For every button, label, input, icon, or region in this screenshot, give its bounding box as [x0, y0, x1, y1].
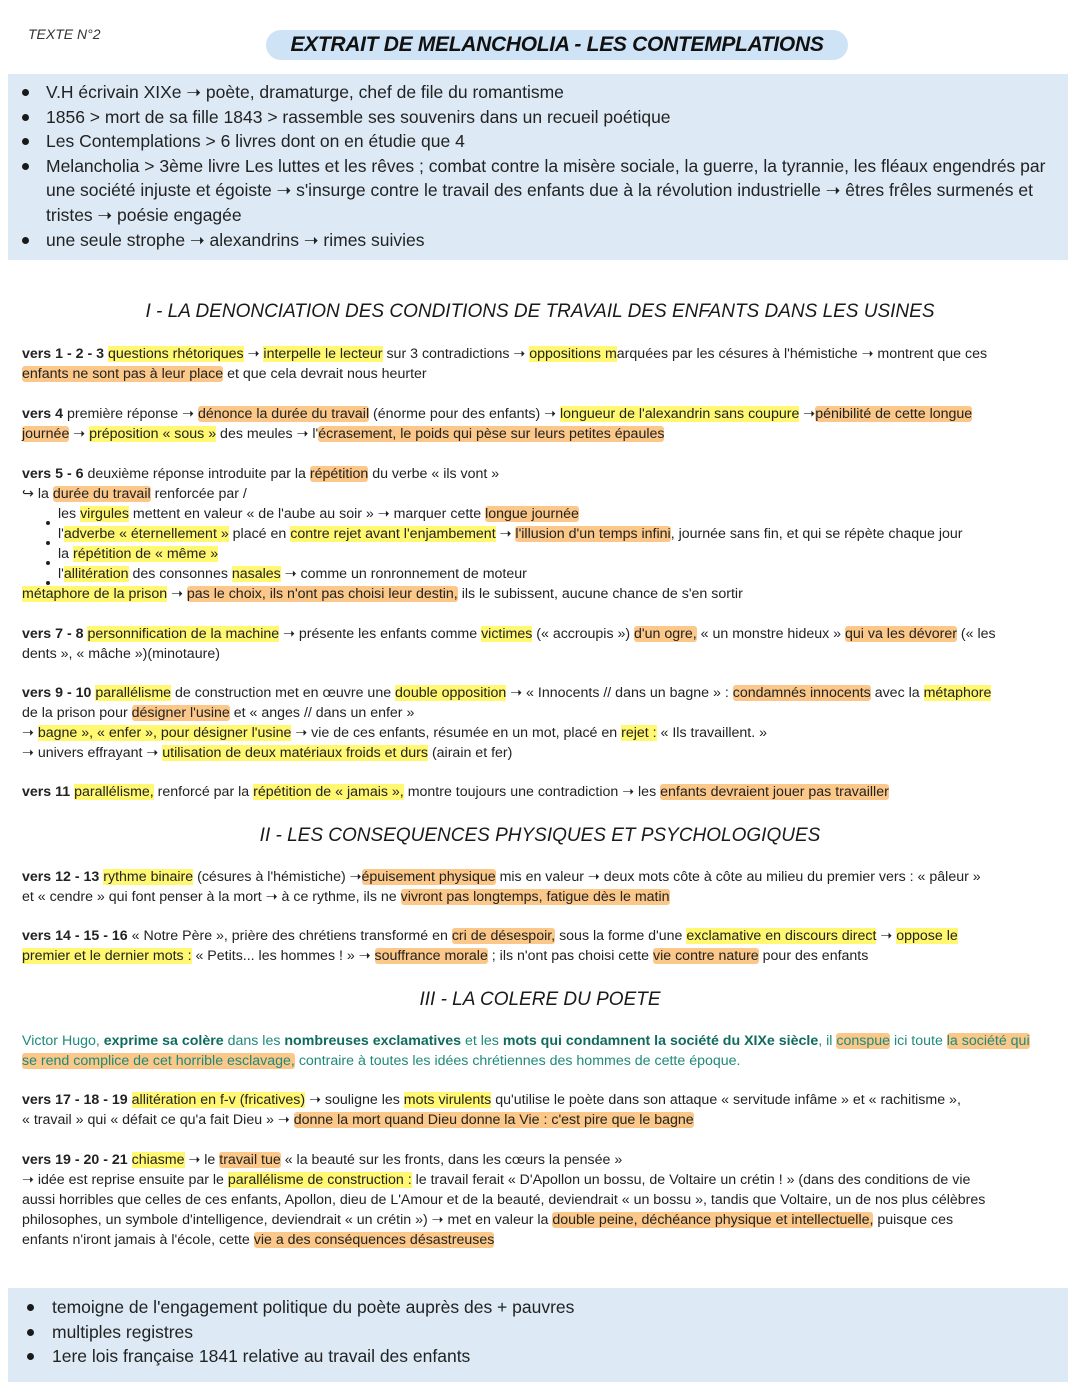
conclusion-list: [52, 1295, 1052, 1369]
section-heading-3: III - LA COLERE DU POETE: [419, 989, 661, 1010]
colere-paragraph: Victor Hugo, exprime sa colère dans les nombreuses exclamatives et les mots qui condamnent la société du XIXe siècle, il conspue ici toute la société qui se rend complice de cet horrible esclavage, contraire à toutes les idées chrétiennes des hommes de cette époque.: [22, 1033, 1030, 1069]
analysis-vers-19-21: vers 19 - 20 - 21 chiasme ➝ le travail tue « la beauté sur les fronts, dans les cœurs la pensée » ➝ idée est reprise ensuite par le parallélisme de construction : le travail ferait « D'Apollon un bossu, de Voltaire un crétin ! » (dans des conditions de vie aussi horribles que celles de ces enfants, Apollon, dieu de L'Amour et de la beauté, deviendrait « un bossu », tandis que Voltaire, un de nos plus célèbres philosophes, un symbole d'intelligence, deviendrait « un crétin ») ➝ met en valeur la double peine, déchéance physique et intellectuelle, puisque ces enfants n'iront jamais à l'école, cette vie a des conséquences désastreuses: [22, 1152, 986, 1248]
intro-list: [46, 80, 1068, 252]
analysis-vers-14-16: vers 14 - 15 - 16 « Notre Père », prière des chrétiens transformé en cri de désespoir, sous la forme d'une exclamative en discours direct ➝ oppose le premier et le dernier mots : « Petits... les hommes ! » ➝ souffrance morale ; ils n'ont pas choisi cette vie contre nature pour des enfants: [22, 928, 958, 964]
analysis-vers-9-10: vers 9 - 10 parallélisme de construction met en œuvre une double opposition ➝ « Innocents // dans un bagne » : condamnés innocents avec la métaphore de la prison pour désigner l'usine et « anges // dans un enfer » ➝ bagne », « enfer », pour désigner l'usine ➝ vie de ces enfants, résumée en un mot, placé en rejet : « Ils travaillent. » ➝ univers effrayant ➝ utilisation de deux matériaux froids et durs (airain et fer): [22, 685, 992, 761]
page-title: EXTRAIT DE MELANCHOLIA - LES CONTEMPLATIONS: [266, 30, 848, 60]
intro-item: Melancholia > 3ème livre Les luttes et les rêves ; combat contre la misère sociale, la guerre, la tyrannie, les fléaux engendrés par une société injuste et égoiste ➝ s'insurge contre le travail des enfants due à la révolution industrielle ➝ êtres frêles surmenés et tristes ➝ poésie engagée: [46, 154, 1068, 228]
intro-item: V.H écrivain XIXe ➝ poète, dramaturge, chef de file du romantisme: [46, 80, 1068, 105]
analysis-vers-5-6: vers 5 - 6 deuxième réponse introduite par la répétition du verbe « ils vont » ↪ la durée du travail renforcée par /: [22, 466, 500, 502]
analysis-vers-1-3: vers 1 - 2 - 3 questions rhétoriques ➝ interpelle le lecteur sur 3 contradictions ➝ oppositions marquées par les césures à l'hémistiche ➝ montrent que ces enfants ne sont pas à leur place et que cela devrait nous heurter: [22, 346, 988, 382]
analysis-vers-4: vers 4 première réponse ➝ dénonce la durée du travail (énorme pour des enfants) ➝ longueur de l'alexandrin sans coupure ➝pénibilité de cette longue journée ➝ préposition « sous » des meules ➝ l'écrasement, le poids qui pèse sur leurs petites épaules: [22, 406, 973, 442]
analysis-vers-5-6-list: les virgules mettent en valeur « de l'aube au soir » ➝ marquer cette longue journée l'adverbe « éternellement » placé en contre rejet avant l'enjambement ➝ l'illusion d'un temps infini, journée sans fin, et qui se répète chaque jour la répétition de « même » l'allitération des consonnes nasales ➝ comme un ronronnement de moteur: [58, 506, 963, 582]
intro-item: une seule strophe ➝ alexandrins ➝ rimes suivies: [46, 228, 1068, 253]
text-number-label: TEXTE N°2: [28, 26, 101, 42]
analysis-vers-17-19: vers 17 - 18 - 19 allitération en f-v (fricatives) ➝ souligne les mots virulents qu'utilise le poète dans son attaque « servitude infâme » et « rachitisme », « travail » qui « défait ce qu'a fait Dieu » ➝ donne la mort quand Dieu donne la Vie : c'est pire que le bagne: [22, 1092, 961, 1128]
section-heading-2: II - LES CONSEQUENCES PHYSIQUES ET PSYCHOLOGIQUES: [259, 825, 821, 846]
conclusion-item: 1ere lois française 1841 relative au travail des enfants: [52, 1344, 1052, 1369]
analysis-vers-5-6-metaphor: métaphore de la prison ➝ pas le choix, ils n'ont pas choisi leur destin, ils le subissent, aucune chance de s'en sortir: [22, 586, 743, 602]
analysis-vers-12-13: vers 12 - 13 rythme binaire (césures à l'hémistiche) ➝épuisement physique mis en valeur ➝ deux mots côte à côte au milieu du premier vers : « pâleur » et « cendre » qui font penser à la mort ➝ à ce rythme, ils ne vivront pas longtemps, fatigue dès le matin: [22, 869, 981, 905]
conclusion-item: temoigne de l'engagement politique du poète auprès des + pauvres: [52, 1295, 1052, 1320]
conclusion-item: multiples registres: [52, 1320, 1052, 1345]
intro-item: 1856 > mort de sa fille 1843 > rassemble ses souvenirs dans un recueil poétique: [46, 105, 1068, 130]
analysis-vers-7-8: vers 7 - 8 personnification de la machine ➝ présente les enfants comme victimes (« accroupis ») d'un ogre, « un monstre hideux » qui va les dévorer (« les dents », « mâche »)(minotaure): [22, 626, 996, 662]
section-heading-1: I - LA DENONCIATION DES CONDITIONS DE TRAVAIL DES ENFANTS DANS LES USINES: [145, 301, 935, 322]
intro-item: Les Contemplations > 6 livres dont on en étudie que 4: [46, 129, 1068, 154]
analysis-vers-11: vers 11 parallélisme, renforcé par la répétition de « jamais », montre toujours une contradiction ➝ les enfants devraient jouer pas travailler: [22, 784, 889, 800]
